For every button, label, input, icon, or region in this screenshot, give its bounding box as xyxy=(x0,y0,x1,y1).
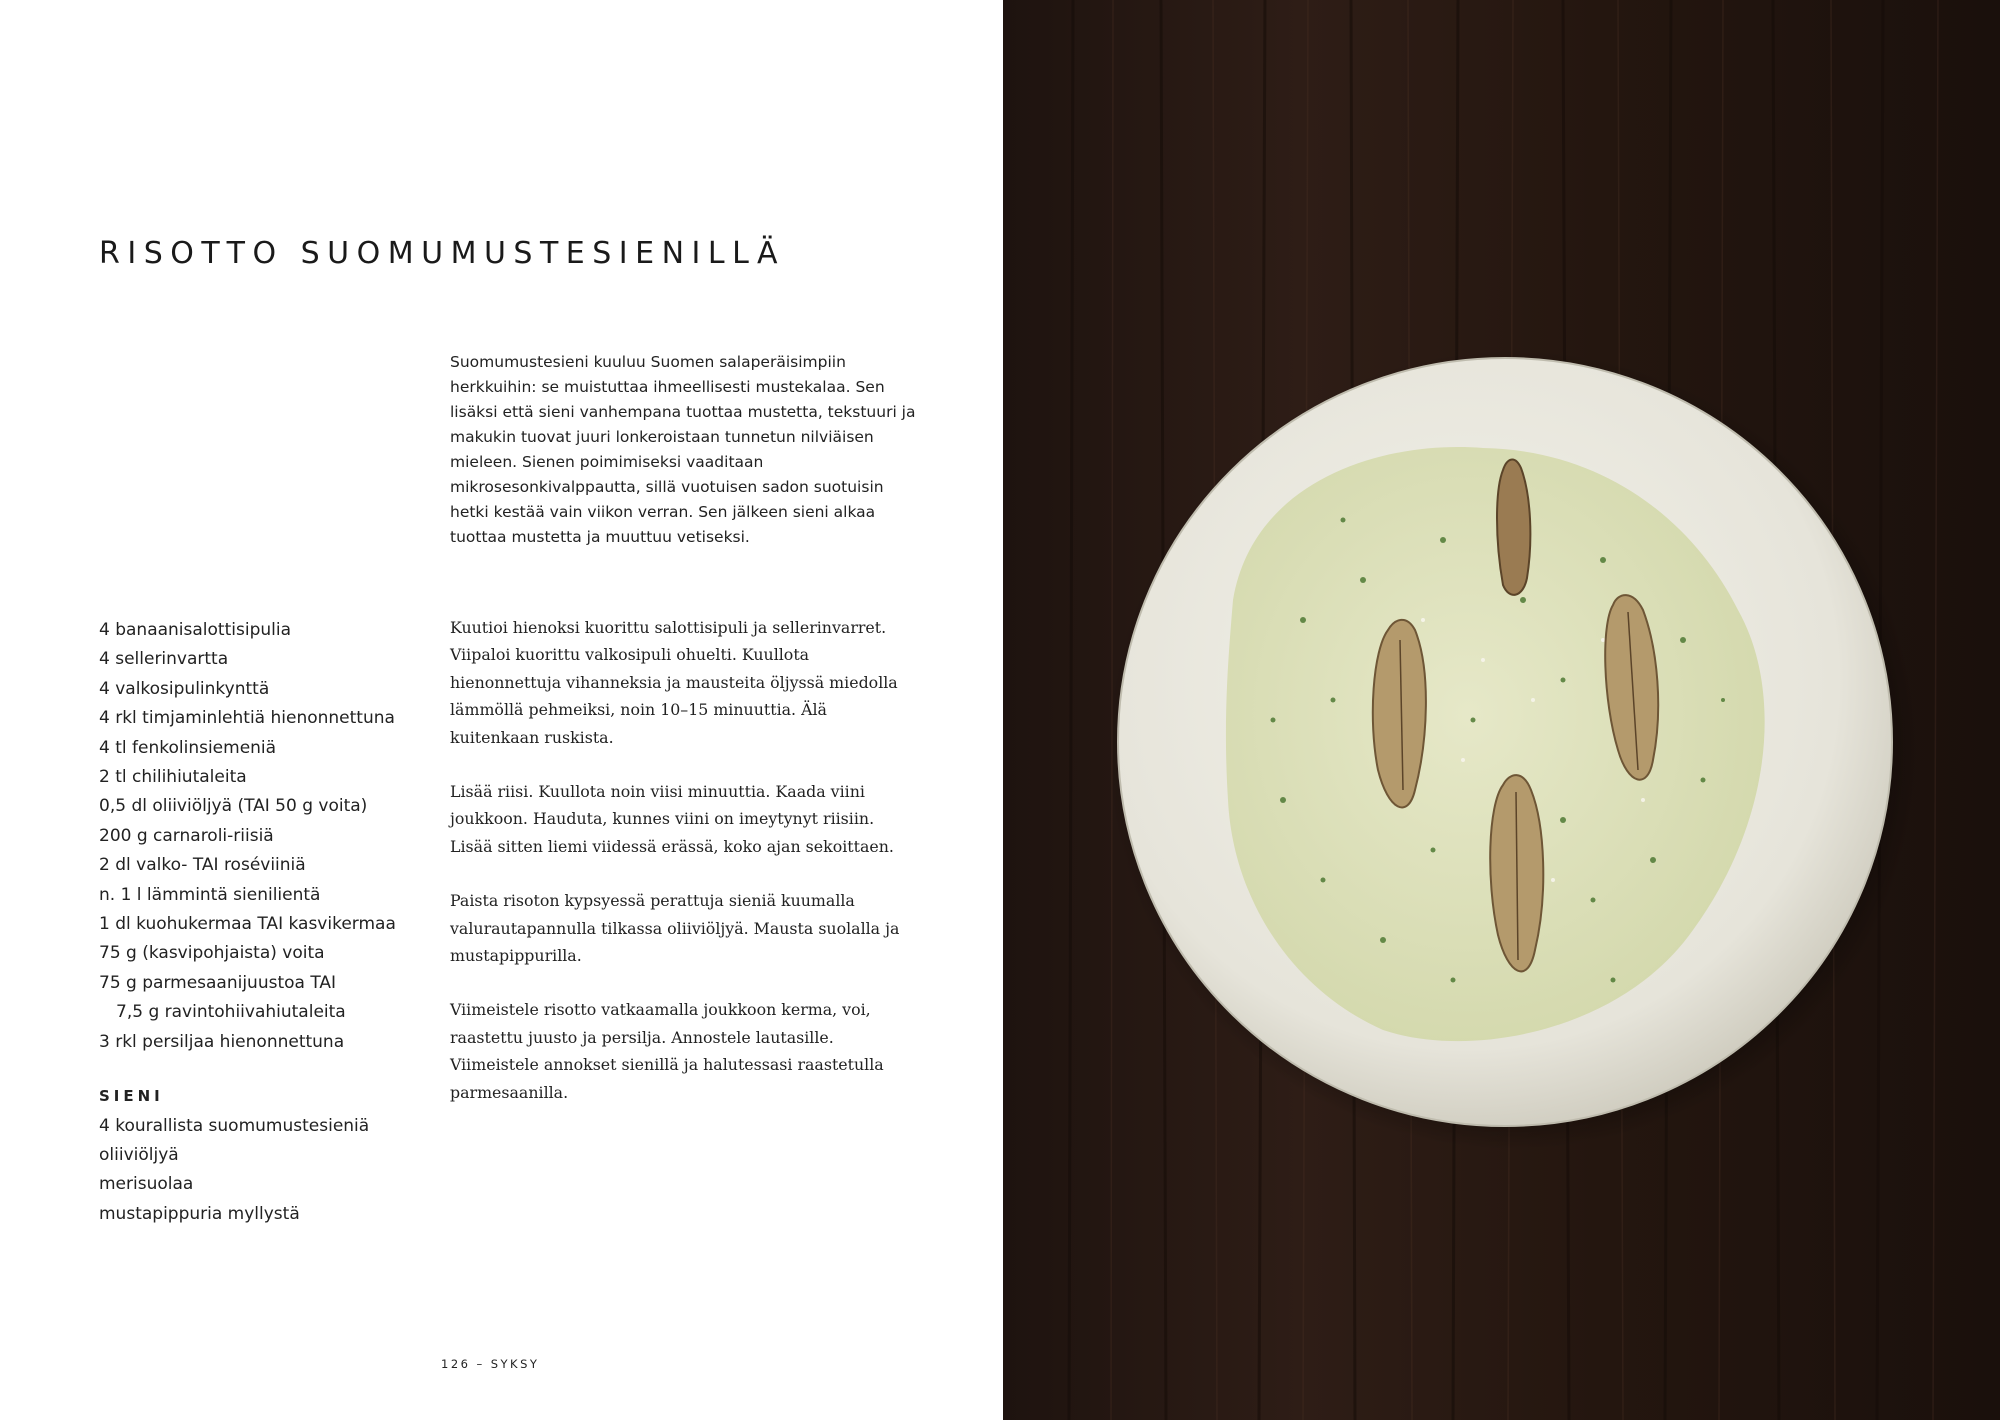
ingredient-item: 7,5 g ravintohiivahiutaleita xyxy=(116,1002,346,1023)
mushroom-ingredient-item: oliiviöljyä xyxy=(99,1144,179,1165)
method-step: Paista risoton kypsyessä perattuja sieniä kuumalla valurautapannulla tilkassa oliiviöljyä. Mausta suolalla ja mustapippurilla. xyxy=(450,891,900,966)
mushroom-ingredient-item: mustapippuria myllystä xyxy=(99,1203,300,1224)
ingredient-item: 200 g carnaroli-riisiä xyxy=(99,825,274,846)
ingredient-item: 2 dl valko- TAI roséviiniä xyxy=(99,855,306,876)
ingredient-item: 4 rkl timjaminlehtiä hienonnettuna xyxy=(99,708,395,729)
page-footer xyxy=(441,1357,539,1371)
recipe-title: RISOTTO SUOMUMUSTESIENILLÄ xyxy=(99,236,786,271)
ingredient-item: 75 g parmesaanijuustoa TAI xyxy=(99,972,337,993)
method-step: Viimeistele risotto vatkaamalla joukkoon kerma, voi, raastettu juusto ja persilja. Annostele lautasille. Viimeistele annokset sienillä ja halutessasi raastetulla parmesaanilla. xyxy=(450,1000,884,1102)
footer-separator: – xyxy=(476,1357,485,1371)
mushroom-ingredient-item: 4 kourallista suomumustesieniä xyxy=(99,1115,370,1136)
ingredient-item: 3 rkl persiljaa hienonnettuna xyxy=(99,1031,345,1052)
ingredient-item: 4 banaanisalottisipulia xyxy=(99,620,291,640)
mushroom-ingredient-item: merisuolaa xyxy=(99,1174,194,1195)
ingredient-item: 4 tl fenkolinsiemeniä xyxy=(99,737,277,758)
ingredient-item: n. 1 l lämmintä sienilientä xyxy=(99,884,321,905)
page-number: 126 xyxy=(441,1357,471,1371)
risotto-plate-illustration xyxy=(1003,0,2000,1420)
ingredients-list xyxy=(99,616,439,1229)
ingredient-item: 4 valkosipulinkynttä xyxy=(99,678,270,699)
ingredient-item: 0,5 dl oliiviöljyä (TAI 50 g voita) xyxy=(99,796,368,817)
risotto-photo xyxy=(1003,0,2000,1420)
intro-text: Suomumustesieni kuuluu Suomen salaperäisimpiin herkkuihin: se muistuttaa ihmeellisesti mustekalaa. Sen lisäksi että sieni vanhempana tuottaa mustetta, tekstuuri ja makukin tuovat juuri lonkeroistaan tunnetun nilviäisen mieleen. Sienen poimimiseksi vaaditaan mikrosesonkivalppautta, sillä vuotuisen sadon suotuisin hetki kestää vain viikon verran. Sen jälkeen sieni alkaa tuottaa mustetta ja muuttuu vetiseksi. xyxy=(450,353,916,546)
ingredient-item: 2 tl chilihiutaleita xyxy=(99,767,247,788)
section-name: SYKSY xyxy=(490,1357,540,1371)
mushroom-heading: SIENI xyxy=(99,1087,164,1106)
method-step: Lisää riisi. Kuullota noin viisi minuuttia. Kaada viini joukkoon. Hauduta, kunnes viini on imeytynyt riisiin. Lisää sitten liemi viidessä erässä, koko ajan sekoittaen. xyxy=(450,782,894,856)
recipe-intro xyxy=(450,350,920,550)
ingredient-item: 1 dl kuohukermaa TAI kasvikermaa xyxy=(99,914,396,935)
method-steps xyxy=(450,614,920,1133)
ingredient-item: 4 sellerinvartta xyxy=(99,649,229,670)
method-step: Kuutioi hienoksi kuorittu salottisipuli ja sellerinvarret. Viipaloi kuorittu valkosipuli ohuelti. Kuullota hienonnettuja vihanneksia ja mausteita öljyssä miedolla lämmöllä pehmeiksi, noin 10–15 minuuttia. Älä kuitenkaan ruskista. xyxy=(450,618,898,747)
ingredient-item: 75 g (kasvipohjaista) voita xyxy=(99,943,325,964)
